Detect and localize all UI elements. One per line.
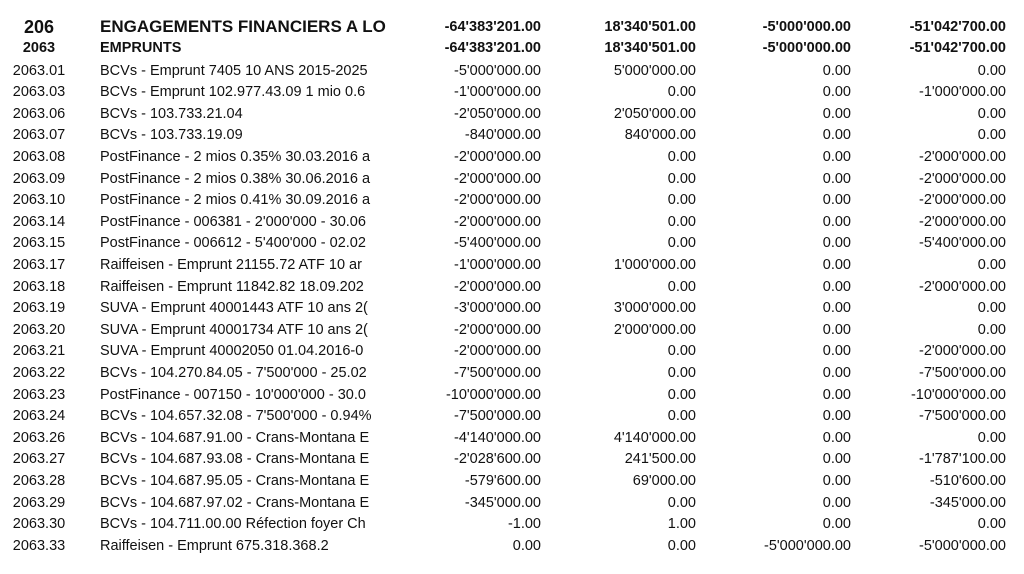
row-code: 2063.24 [12, 408, 66, 425]
value-col-4: -2'000'000.00 [919, 343, 1006, 360]
table-row[interactable] [0, 535, 1024, 557]
value-col-4: -7'500'000.00 [919, 364, 1006, 381]
table-row[interactable] [0, 189, 1024, 211]
value-col-2: 840'000.00 [624, 127, 696, 144]
value-col-3: 0.00 [822, 105, 851, 122]
value-col-3: 0.00 [822, 256, 851, 273]
account-label: ENGAGEMENTS FINANCIERS A LO [100, 17, 386, 36]
value-col-1: -2'000'000.00 [454, 148, 541, 165]
row-description: BCVs - 104.711.00.00 Réfection foyer Ch [100, 516, 366, 533]
value-col-2: 0.00 [667, 537, 696, 554]
table-row[interactable] [0, 232, 1024, 254]
value-col-3: 0.00 [822, 127, 851, 144]
value-col-4: -2'000'000.00 [919, 170, 1006, 187]
value-col-2: 0.00 [667, 386, 696, 403]
row-code: 2063.19 [12, 300, 66, 317]
value-col-2: 0.00 [667, 408, 696, 425]
row-description: BCVs - Emprunt 7405 10 ANS 2015-2025 [100, 62, 368, 79]
value-col-1: -2'000'000.00 [454, 321, 541, 338]
value-col-2: 0.00 [667, 494, 696, 511]
value-col-4: -2'000'000.00 [919, 192, 1006, 209]
value-col-3: 0.00 [822, 213, 851, 230]
table-row[interactable] [0, 276, 1024, 298]
row-description: Raiffeisen - Emprunt 21155.72 ATF 10 ar [100, 256, 362, 273]
value-col-3: 0.00 [822, 472, 851, 489]
value-col-4: -51'042'700.00 [909, 40, 1006, 56]
row-code: 2063.29 [12, 494, 66, 511]
row-code: 2063.20 [12, 321, 66, 338]
value-col-2: 4'140'000.00 [613, 429, 696, 446]
row-code: 2063.33 [12, 537, 66, 554]
value-col-2: 1'000'000.00 [613, 256, 696, 273]
value-col-4: 0.00 [977, 429, 1006, 446]
row-code: 2063.28 [12, 472, 66, 489]
value-col-1: -10'000'000.00 [445, 386, 541, 403]
row-code: 2063.30 [12, 516, 66, 533]
row-code: 2063.09 [12, 170, 66, 187]
value-col-4: 0.00 [977, 516, 1006, 533]
table-row[interactable] [0, 81, 1024, 103]
row-code: 2063.06 [12, 105, 66, 122]
value-col-2: 1.00 [667, 516, 696, 533]
value-col-1: -64'383'201.00 [444, 19, 541, 35]
value-col-4: -7'500'000.00 [919, 408, 1006, 425]
row-code: 2063.17 [12, 256, 66, 273]
table-row[interactable] [0, 405, 1024, 427]
row-description: BCVs - 104.687.93.08 - Crans-Montana E [100, 451, 370, 468]
row-code: 2063.01 [12, 62, 66, 79]
row-code: 2063.23 [12, 386, 66, 403]
value-col-4: -10'000'000.00 [910, 386, 1006, 403]
row-description: BCVs - 104.270.84.05 - 7'500'000 - 25.02 [100, 364, 367, 381]
value-col-2: 0.00 [667, 84, 696, 101]
row-description: BCVs - 104.687.95.05 - Crans-Montana E [100, 472, 370, 489]
value-col-4: -2'000'000.00 [919, 213, 1006, 230]
row-code: 2063.14 [12, 213, 66, 230]
value-col-1: -3'000'000.00 [454, 300, 541, 317]
value-col-3: 0.00 [822, 429, 851, 446]
value-col-1: -5'000'000.00 [454, 62, 541, 79]
table-row[interactable] [0, 146, 1024, 168]
table-row[interactable] [0, 427, 1024, 449]
value-col-2: 0.00 [667, 213, 696, 230]
value-col-3: 0.00 [822, 364, 851, 381]
account-code: 206 [23, 17, 55, 37]
table-row[interactable] [0, 60, 1024, 82]
value-col-2: 5'000'000.00 [613, 62, 696, 79]
value-col-1: -2'000'000.00 [454, 192, 541, 209]
table-row[interactable] [0, 124, 1024, 146]
row-description: PostFinance - 007150 - 10'000'000 - 30.0 [100, 386, 366, 403]
table-row[interactable] [0, 384, 1024, 406]
row-description: PostFinance - 2 mios 0.35% 30.03.2016 a [100, 148, 371, 165]
value-col-4: 0.00 [977, 300, 1006, 317]
value-col-1: -64'383'201.00 [444, 40, 541, 56]
table-row[interactable] [0, 254, 1024, 276]
table-row[interactable] [0, 297, 1024, 319]
row-code: 2063.10 [12, 192, 66, 209]
value-col-4: -510'600.00 [929, 472, 1006, 489]
value-col-1: -7'500'000.00 [454, 408, 541, 425]
group-code: 2063 [22, 40, 56, 56]
value-col-1: -1'000'000.00 [454, 256, 541, 273]
value-col-4: -2'000'000.00 [919, 148, 1006, 165]
value-col-3: -5'000'000.00 [764, 537, 851, 554]
value-col-3: 0.00 [822, 451, 851, 468]
value-col-3: 0.00 [822, 62, 851, 79]
row-description: PostFinance - 2 mios 0.38% 30.06.2016 a [100, 170, 371, 187]
value-col-3: -5'000'000.00 [762, 19, 851, 35]
value-col-3: 0.00 [822, 192, 851, 209]
value-col-2: 0.00 [667, 148, 696, 165]
table-row[interactable] [0, 103, 1024, 125]
table-row[interactable] [0, 362, 1024, 384]
value-col-2: 69'000.00 [632, 472, 696, 489]
table-row[interactable] [0, 168, 1024, 190]
row-description: Raiffeisen - Emprunt 675.318.368.2 [100, 537, 329, 554]
table-row[interactable] [0, 492, 1024, 514]
value-col-1: -2'000'000.00 [454, 278, 541, 295]
table-row[interactable] [0, 340, 1024, 362]
value-col-3: 0.00 [822, 235, 851, 252]
row-description: BCVs - 104.687.97.02 - Crans-Montana E [100, 494, 370, 511]
value-col-2: 18'340'501.00 [604, 40, 696, 56]
value-col-1: -345'000.00 [464, 494, 541, 511]
row-code: 2063.08 [12, 148, 66, 165]
table-row[interactable] [0, 211, 1024, 233]
row-code: 2063.26 [12, 429, 66, 446]
value-col-2: 241'500.00 [624, 451, 696, 468]
value-col-4: -1'000'000.00 [919, 84, 1006, 101]
row-description: BCVs - 103.733.19.09 [100, 127, 243, 144]
table-row[interactable] [0, 319, 1024, 341]
value-col-1: -2'028'600.00 [454, 451, 541, 468]
group-label: EMPRUNTS [100, 40, 182, 56]
value-col-4: -5'000'000.00 [919, 537, 1006, 554]
value-col-1: -579'600.00 [464, 472, 541, 489]
value-col-4: -2'000'000.00 [919, 278, 1006, 295]
value-col-2: 0.00 [667, 170, 696, 187]
row-description: SUVA - Emprunt 40001734 ATF 10 ans 2( [100, 321, 368, 338]
value-col-2: 0.00 [667, 192, 696, 209]
group-row[interactable] [0, 37, 1024, 59]
value-col-4: 0.00 [977, 127, 1006, 144]
row-description: SUVA - Emprunt 40002050 01.04.2016-0 [100, 343, 364, 360]
value-col-1: -7'500'000.00 [454, 364, 541, 381]
value-col-4: -345'000.00 [929, 494, 1006, 511]
row-code: 2063.03 [12, 84, 66, 101]
value-col-1: -1'000'000.00 [454, 84, 541, 101]
value-col-4: 0.00 [977, 256, 1006, 273]
value-col-3: 0.00 [822, 386, 851, 403]
row-description: PostFinance - 006381 - 2'000'000 - 30.06 [100, 213, 366, 230]
value-col-1: -2'000'000.00 [454, 170, 541, 187]
value-col-3: 0.00 [822, 148, 851, 165]
value-col-2: 0.00 [667, 235, 696, 252]
value-col-2: 0.00 [667, 364, 696, 381]
row-code: 2063.27 [12, 451, 66, 468]
value-col-3: 0.00 [822, 278, 851, 295]
row-description: BCVs - 104.687.91.00 - Crans-Montana E [100, 429, 370, 446]
value-col-2: 0.00 [667, 278, 696, 295]
value-col-3: 0.00 [822, 170, 851, 187]
table-row[interactable] [0, 470, 1024, 492]
value-col-4: 0.00 [977, 105, 1006, 122]
value-col-2: 18'340'501.00 [604, 19, 696, 35]
value-col-1: -2'000'000.00 [454, 343, 541, 360]
table-row[interactable] [0, 448, 1024, 470]
value-col-1: 0.00 [512, 537, 541, 554]
value-col-3: 0.00 [822, 494, 851, 511]
row-description: PostFinance - 2 mios 0.41% 30.09.2016 a [100, 192, 371, 209]
value-col-1: -2'000'000.00 [454, 213, 541, 230]
value-col-2: 0.00 [667, 343, 696, 360]
row-code: 2063.15 [12, 235, 66, 252]
value-col-3: 0.00 [822, 84, 851, 101]
value-col-3: 0.00 [822, 343, 851, 360]
row-description: BCVs - 103.733.21.04 [100, 105, 243, 122]
value-col-2: 2'000'000.00 [613, 321, 696, 338]
value-col-4: -1'787'100.00 [919, 451, 1006, 468]
value-col-3: -5'000'000.00 [762, 40, 851, 56]
value-col-1: -1.00 [507, 516, 541, 533]
table-row[interactable] [0, 513, 1024, 535]
value-col-3: 0.00 [822, 408, 851, 425]
value-col-1: -2'050'000.00 [454, 105, 541, 122]
value-col-1: -5'400'000.00 [454, 235, 541, 252]
value-col-3: 0.00 [822, 516, 851, 533]
value-col-3: 0.00 [822, 300, 851, 317]
row-code: 2063.21 [12, 343, 66, 360]
row-description: SUVA - Emprunt 40001443 ATF 10 ans 2( [100, 300, 368, 317]
value-col-1: -4'140'000.00 [454, 429, 541, 446]
value-col-4: 0.00 [977, 321, 1006, 338]
value-col-4: 0.00 [977, 62, 1006, 79]
row-description: BCVs - 104.657.32.08 - 7'500'000 - 0.94% [100, 408, 372, 425]
row-description: PostFinance - 006612 - 5'400'000 - 02.02 [100, 235, 366, 252]
value-col-3: 0.00 [822, 321, 851, 338]
row-description: Raiffeisen - Emprunt 11842.82 18.09.202 [100, 278, 364, 295]
row-code: 2063.07 [12, 127, 66, 144]
value-col-1: -840'000.00 [464, 127, 541, 144]
value-col-2: 2'050'000.00 [613, 105, 696, 122]
row-description: BCVs - Emprunt 102.977.43.09 1 mio 0.6 [100, 84, 366, 101]
row-code: 2063.22 [12, 364, 66, 381]
value-col-4: -5'400'000.00 [919, 235, 1006, 252]
value-col-2: 3'000'000.00 [613, 300, 696, 317]
value-col-4: -51'042'700.00 [909, 19, 1006, 35]
row-code: 2063.18 [12, 278, 66, 295]
